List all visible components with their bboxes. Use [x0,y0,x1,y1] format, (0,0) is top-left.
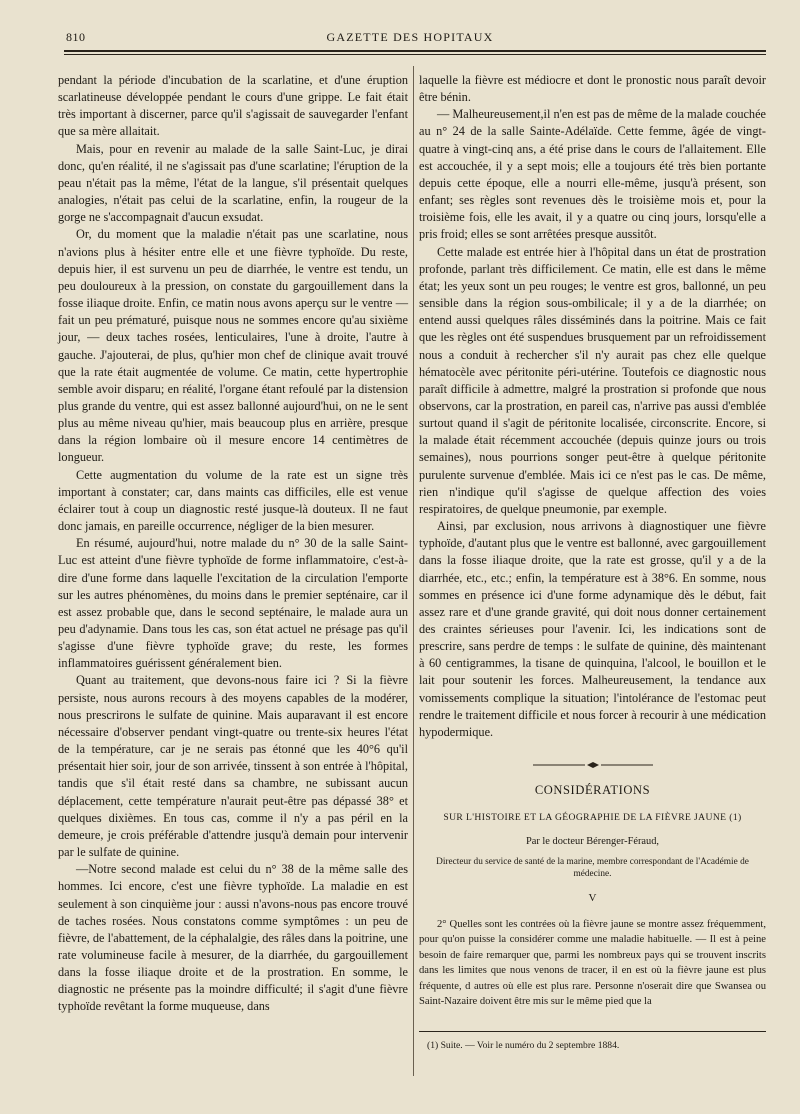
footnote: (1) Suite. — Voir le numéro du 2 septembre 1884. [427,1040,620,1052]
footnote-rule [419,1031,766,1032]
column-divider [413,66,414,1076]
section-title: CONSIDÉRATIONS [534,783,651,798]
paragraph: Or, du moment que la maladie n'était pas une scarlatine, nous n'avions plus à hésiter entre elle et une fièvre typhoïde. Du reste, depuis hier, il est survenu un peu de diarrhée, le ventre est tendu, un peu douloureux à la pression, on constate du gargouillement dans la fosse iliaque droite. Enfin, ce matin nous avons aperçu sur le ventre — fait un peu prématuré, puisque nous ne sommes encore qu'au sixième jour, — deux taches rosées, lenticulaires, l'une à droite, l'autre à gauche. J'ajouterai, de plus, qu'hier mon chef de clinique avait trouvé que la rate était augmentée de volume. Ce matin, cette hypertrophie semble avoir disparu; en réalité, l'organe étant refoulé par la distension plus grande du ventre, qui est assez ballonné aujourd'hui, on ne le sent plus au même niveau qu'hier, mais beaucoup plus en arrière, presque dans la région lombaire où il mesure encore 14 centimètres de longueur. [58,227,408,465]
author-affiliation: Directeur du service de santé de la marine, membre correspondant de l'Académie de médecine. [436,856,749,879]
paragraph: Mais, pour en revenir au malade de la salle Saint-Luc, je dirai donc, qu'en réalité, il ne s'agissait pas d'une scarlatine; l'éruption de la peau n'était pas la même, l'état de la langue, s'il présentait quelques analogies, n'était pas celui de la scarlatine, enfin, la rougeur de la gorge ne s'accompagnait d'aucun exsudat. [58,141,408,225]
paragraph: Quant au traitement, que devons-nous faire ici ? Si la fièvre persiste, nous aurons recours à des moyens capables de la modérer, nous prescrirons le sulfate de quinine. Mais auparavant il est encore nécessaire d'observer pendant vingt-quatre ou trente-six heures l'état de la température, car je ne serais pas étonné que les 40°6 qu'il présentait hier soir, jour de son arrivée, tinssent à son entrée à l'hôpital, tandis que s'il était resté dans sa chambre, ne subissant aucun déplacement, cette température n'aurait peut-être pas dépassé 38° et quelques dixièmes. En tous cas, comme il n'y a pas péril en la demeure, je crois préférable d'attendre jusqu'à demain pour intervenir par le sulfate de quinine. [58,673,408,860]
paragraph: En résumé, aujourd'hui, notre malade du n° 30 de la salle Saint-Luc est atteint d'une fièvre typhoïde de forme inflammatoire, c'est-à-dire d'une forme dans laquelle l'excitation de la circulation l'emporte sur les autres phénomènes, du moins dans le premier septénaire, car il est assez probable que, dans le second septénaire, le malade aura un peu d'adynamie. Dans tous les cas, son état actuel ne présage pas qu'il s'agisse d'une fièvre typhoïde grave; du reste, les formes inflammatoires guérissent généralement bien. [58,536,408,671]
paragraph: laquelle la fièvre est médiocre et dont le pronostic nous paraît devoir être bénin. [419,73,766,105]
section-body: 2° Quelles sont les contrées où la fièvre jaune se montre assez fréquemment, pour qu'on puisse la considérer comme une maladie habituelle. — Il est à peine besoin de faire remarquer que, parmi les nombreux pays qui se trouvent inscrits dans les limites que nous venons de tracer, il en est où la fièvre jaune est plus fréquente, d autres où elle est plus rare. Personne n'oserait dire que Swansea ou Saint-Nazaire doivent être mis sur le même pied que la [419,918,766,1007]
header-rule-thin [64,54,766,55]
section-author: Par le docteur Bérenger-Féraud, [525,835,660,847]
paragraph: Ainsi, par exclusion, nous arrivons à diagnostiquer une fièvre typhoïde, d'autant plus que le ventre est ballonné, avec gargouillement dans la fosse iliaque droite, que la rate est grosse, qu'il y a de la diarrhée, etc., etc.; enfin, la température est à 38°6. En somme, nous sommes en présence ici d'une forme adynamique dès le début, fait assez rare et d'une grande gravité, qui doit nous donner certainement des craintes sérieuses pour l'avenir. Ici, les indications sont de prescrire, sans perdre de temps : le sulfate de quinine, dès maintenant à 60 centigrammes, la tisane de quinquina, l'alcool, le bouillon et le lait pour soutenir les forces. Malheureusement, la tendance aux vomissements complique la situation; l'intolérance de l'estomac peut rendre le traitement difficile et nous forcer à recourir à une médication hypodermique. [419,519,766,739]
ornament-rule-icon [533,761,653,769]
paragraph: Cette malade est entrée hier à l'hôpital dans un état de prostration profonde, parlant très difficilement. Ce matin, elle est dans le même état; les yeux sont un peu rouges; le ventre est gros, ballonné, un peu sensible dans la région sous-ombilicale; il y a de la diarrhée; on entend aussi quelques râles disséminés dans la poitrine. Mais ce fait que les règles ont été suspendues brusquement par un refroidissement nous a conduit à rechercher s'il n'y aurait pas chez elle quelque hématocèle avec péritonite péri-utérine. Toutefois ce diagnostic nous paraît difficile à admettre, malgré la prostration si profonde que nous observons, car la prostration, en pareil cas, n'arrive pas aussi d'emblée surtout quand il s'agit de péritonite localisée, circonscrite. Encore, si la malade était récemment accouchée (depuis quinze jours ou trois semaines), nous pourrions songer peut-être à quelque péritonite purulente survenue d'emblée. Mais ici ce n'est pas le cas. De même, rien n'indique qu'il s'agisse de quelque affection des voies respiratoires, de quelque pneumonie, par exemple. [419,244,766,516]
paragraph: Cette augmentation du volume de la rate est un signe très important à constater; car, dans maints cas difficiles, elle est venue éclairer tout à coup un diagnostic resté jusque-là douteux. Il ne faut donc jamais, en pareille occurrence, négliger de la bien mesurer. [58,467,408,534]
section-separator [419,757,766,774]
paragraph: pendant la période d'incubation de la scarlatine, et d'une éruption scarlatineuse développée pendant le cours d'une grippe. Le fait était très important à discerner, parce qu'il s'agissait de sauvegarder l'enfant que sa mère allaitait. [58,73,408,139]
section-subtitle: SUR L'HISTOIRE ET LA GÉOGRAPHIE DE LA FIÈVRE JAUNE (1) [443,812,742,824]
section-number: V [588,891,597,904]
left-column [58,72,408,1016]
paragraph: —Notre second malade est celui du n° 38 de la même salle des hommes. Ici encore, c'est une fièvre typhoïde. La maladie en est seulement à son cinquième jour : aussi n'avons-nous pas encore trouvé de taches rosées. Nous constatons comme symptômes : un peu de fièvre, de l'abattement, de la céphalalgie, des râles dans la poitrine, une rate volumineuse facile à mesurer, de la diarrhée, du gargouillement dans la fosse iliaque droite et de la prostration. En somme, le diagnostic ne présente pas la moindre difficulté; il s'agit d'une fièvre typhoïde revêtant la forme muqueuse, dans [58,862,408,1014]
right-column [419,72,766,1052]
page-header [60,24,760,50]
paragraph: — Malheureusement,il n'en est pas de même de la malade couchée au n° 24 de la salle Sainte-Adélaïde. Cette femme, âgée de vingt-quatre à vingt-cinq ans, a été prise dans le cours de l'allaitement. Elle est accouchée, il y a sept mois; elle a toujours été très bien portante depuis cette époque, elle a nourri elle-même, jusqu'à présent, son enfant; ses règles sont revenues dès le troisième mois et, pour la troisième fois, elle les avait, il y a quatre ou cinq jours, lorsqu'elle a pris froid; elles se sont arrêtées presque aussitôt. [419,107,766,242]
page-number: 810 [66,30,86,44]
journal-title: GAZETTE DES HOPITAUX [326,30,494,44]
header-rule [64,50,766,52]
